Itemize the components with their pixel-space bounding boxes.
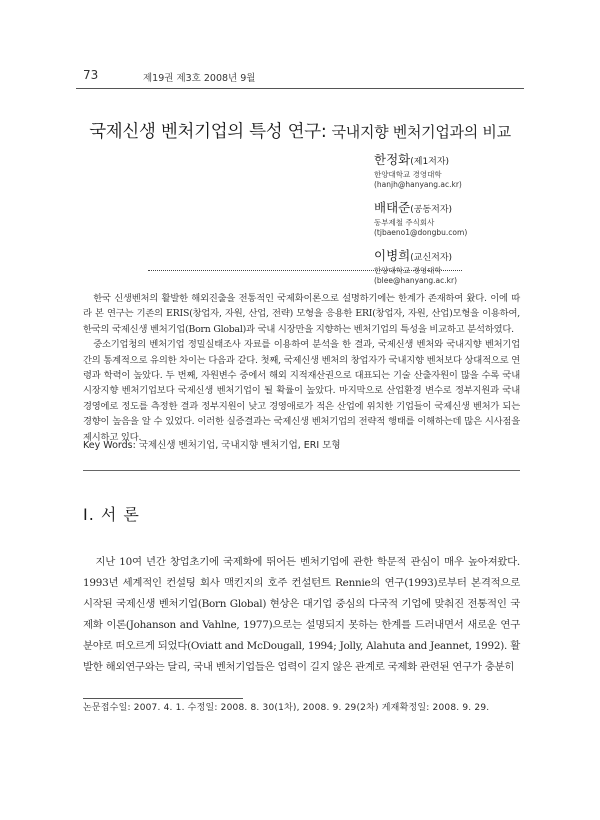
author-role: (공동저자) bbox=[410, 205, 453, 215]
author-role: (교신저자) bbox=[410, 253, 453, 263]
submission-dates-footnote: 논문접수일: 2007. 4. 1. 수정일: 2008. 8. 30(1차), 2008. 9. 29(2차) 게재확정일: 2008. 9. 29. bbox=[83, 703, 490, 713]
author-affiliation: 한양대학교 경영대학 bbox=[374, 266, 442, 275]
author-entry bbox=[374, 200, 534, 238]
author-email: (blee@hanyang.ac.kr) bbox=[374, 276, 457, 285]
running-header bbox=[83, 68, 520, 88]
dotted-divider bbox=[148, 270, 462, 271]
title-main: 국제신생 벤처기업의 특성 연구: bbox=[89, 122, 327, 142]
header-rule bbox=[76, 88, 524, 89]
body-text bbox=[83, 552, 520, 678]
page-number: 73 bbox=[83, 68, 99, 82]
author-block bbox=[374, 152, 534, 296]
author-name: 한정화 bbox=[374, 152, 411, 167]
section-heading: Ⅰ. 서 론 bbox=[83, 505, 140, 524]
author-email: (hanjh@hanyang.ac.kr) bbox=[374, 180, 462, 189]
paper-title bbox=[60, 118, 540, 143]
abstract-paragraph: 한국 신생벤처의 활발한 해외진출을 전통적인 국제화이론으로 설명하기에는 한계가 존재하여 왔다. 이에 따라 본 연구는 기존의 ERIS(창업자, 자원, 산업, 전략) 모형을 응용한 ERI(창업자, 자원, 산업)모형을 이용하여, 한국의 국제신생 벤처기업(Born Global)과 국내 시장만을 지향하는 벤처기업의 특성을 비교하고 분석하였다. bbox=[83, 293, 520, 335]
author-affiliation: 동부제철 주식회사 bbox=[374, 218, 435, 227]
author-entry bbox=[374, 152, 534, 190]
keywords: Key Words: 국제신생 벤처기업, 국내지향 벤처기업, ERI 모형 bbox=[83, 440, 341, 451]
section-divider bbox=[83, 470, 520, 471]
journal-info: 제19권 제3호 2008년 9월 bbox=[143, 73, 256, 84]
body-paragraph: 지난 10여 년간 창업초기에 국제화에 뛰어든 벤처기업에 관한 학문적 관심이 매우 높아져왔다. 1993년 세계적인 컨설팅 회사 맥킨지의 호주 컨설턴트 Rennie의 연구(1993)로부터 본격적으로 시작된 국제신생 벤처기업(Born Global) 현상은 대기업 중심의 다국적 기업에 맞춰진 전통적인 국제화 이론(Johanson and Vahlne, 1977)으로는 설명되지 못하는 한계를 드러내면서 새로운 연구 분야로 떠오르게 되었다(Oviatt and McDougall, 1994; Jolly, Alahuta and Jeannet, 1992). 활발한 해외연구와는 달리, 국내 벤처기업들은 업력이 길지 않은 관계로 국제화 관련된 연구가 충분히 bbox=[83, 556, 520, 673]
title-subtitle: 국내지향 벤처기업과의 비교 bbox=[331, 123, 511, 141]
footnote-rule bbox=[83, 698, 243, 699]
author-email: (tjbaeno1@dongbu.com) bbox=[374, 228, 468, 237]
author-name: 배태준 bbox=[374, 200, 411, 215]
author-entry bbox=[374, 248, 534, 286]
abstract-paragraph: 중소기업청의 벤처기업 정밀실태조사 자료를 이용하여 분석을 한 결과, 국제신생 벤처와 국내지향 벤처기업간의 통계적으로 유의한 차이는 다음과 같다. 첫째, 국제신생 벤처의 창업자가 국내지향 벤처보다 상대적으로 연령과 학력이 높았다. 두 번째, 자원변수 중에서 해외 지적재산권으로 대표되는 기술 산출자원이 많을 수록 국내 시장지향 벤처기업보다 국제신생 벤처기업이 될 확률이 높았다. 마지막으로 산업환경 변수로 정부지원과 국내 경영에로 정도를 측정한 결과 정부지원이 낮고 경영애로가 적은 산업에 위치한 기업들이 국제신생 벤처가 되는 경향이 높음을 알 수 있었다. 이러한 실증결과는 국제신생 벤처기업의 전략적 행태를 이해하는데 많은 시사점을 제시하고 있다. bbox=[83, 339, 520, 443]
author-name: 이병희 bbox=[374, 248, 411, 263]
author-affiliation: 한양대학교 경영대학 bbox=[374, 170, 442, 179]
author-role: (제1저자) bbox=[410, 157, 450, 167]
abstract bbox=[83, 291, 520, 445]
